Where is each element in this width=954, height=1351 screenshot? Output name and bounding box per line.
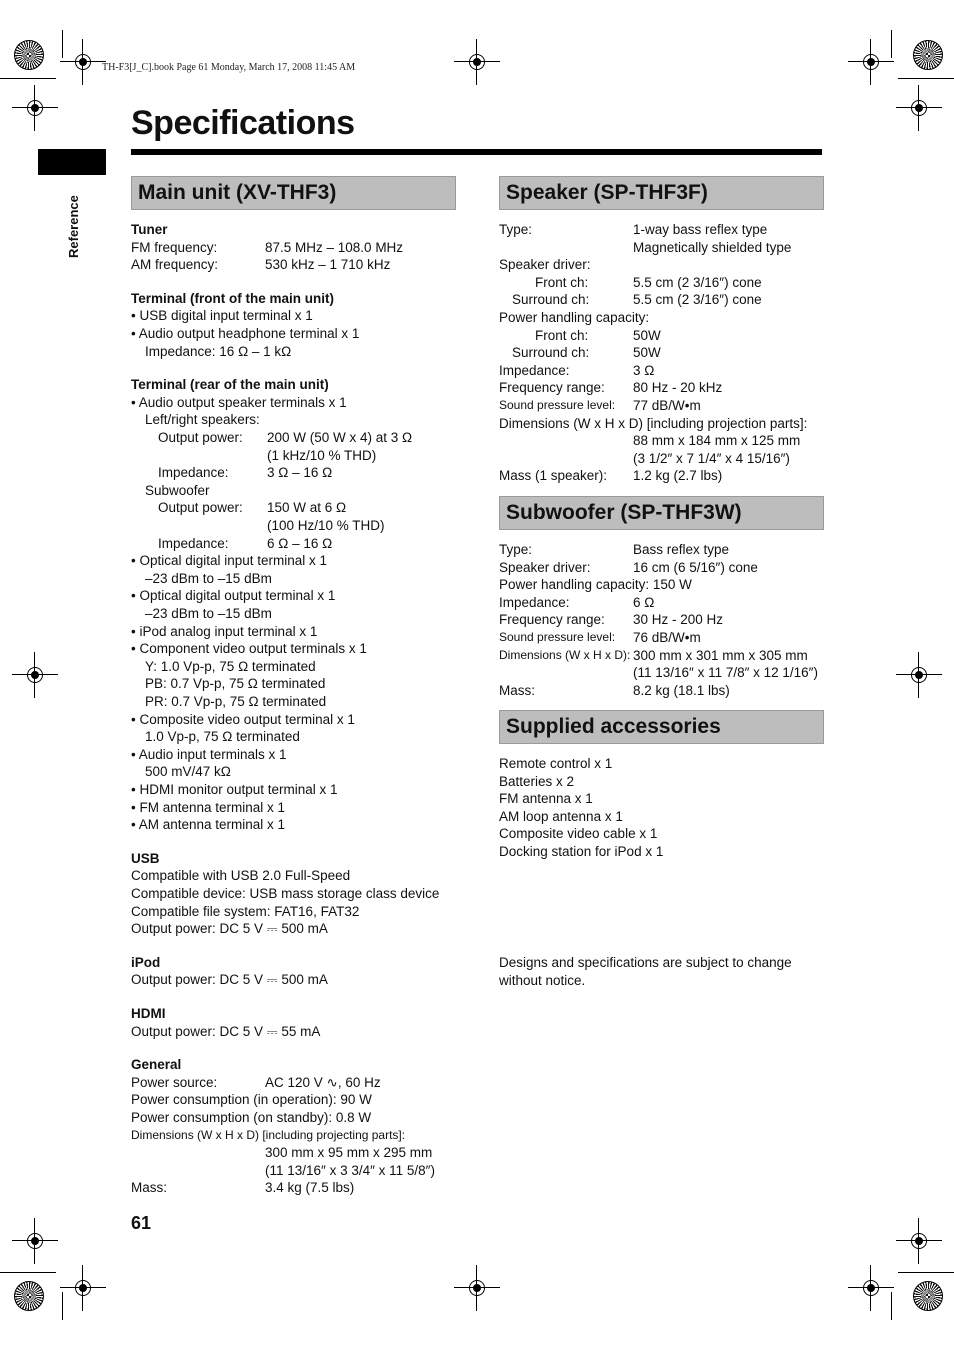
spec-line [131, 746, 461, 764]
crosshair-registration-icon [20, 1226, 50, 1256]
spec-text: Impedance: 16 Ω – 1 kΩ [145, 343, 292, 359]
crosshair-registration-icon [904, 1226, 934, 1256]
spec-text: Dimensions (W x H x D) [including projecting parts]: [131, 1127, 406, 1142]
spec-line [499, 239, 829, 257]
registration-sunburst-icon [913, 1281, 943, 1311]
spec-value: AC 120 V ∿, 60 Hz [265, 1074, 381, 1090]
crosshair-registration-icon [20, 93, 50, 123]
spec-line [131, 411, 461, 429]
spec-value: 80 Hz - 20 kHz [633, 380, 723, 396]
spec-text: 1.0 Vp-p, 75 Ω terminated [145, 729, 300, 745]
spec-line [131, 1056, 461, 1074]
spec-text: • USB digital input terminal x 1 [131, 308, 313, 324]
spec-text: 500 mV/47 kΩ [145, 764, 231, 780]
notice-line: Designs and specifications are subject to change [499, 955, 792, 970]
spec-label: Type: [499, 222, 533, 237]
spec-text: Output power: DC 5 V ⎓ 500 mA [131, 921, 328, 937]
spec-text: PR: 0.7 Vp-p, 75 Ω terminated [145, 694, 327, 709]
spec-value: (11 13/16″ x 11 7/8″ x 12 1/16″) [633, 665, 818, 681]
spec-label: Front ch: [535, 327, 589, 343]
spec-label: Dimensions (W x H x D): [499, 647, 631, 662]
crosshair-registration-icon [68, 1273, 98, 1303]
registration-sunburst-icon [14, 1281, 44, 1311]
spec-line [499, 825, 829, 843]
spec-line [499, 415, 829, 433]
spec-line [131, 920, 461, 938]
spec-line [131, 239, 461, 257]
spec-text: • Component video output terminals x 1 [131, 641, 367, 657]
spec-line [131, 394, 461, 412]
spec-line [131, 623, 461, 641]
spec-value: 50W [633, 327, 661, 343]
spec-line [131, 1005, 461, 1023]
spec-line [499, 309, 829, 327]
spec-text: Power consumption (in operation): 90 W [131, 1092, 372, 1108]
spec-group-heading: USB [131, 850, 160, 866]
spec-label: Sound pressure level: [499, 398, 616, 412]
spec-label: Type: [499, 542, 533, 557]
spec-line [499, 576, 829, 594]
spec-line [499, 327, 829, 345]
spec-value: 50W [633, 345, 661, 361]
spec-label: Mass (1 speaker): [499, 468, 608, 484]
spec-line [131, 867, 461, 885]
spec-value: 3 Ω [633, 362, 655, 378]
spec-line [131, 675, 461, 693]
spec-text: • Optical digital output terminal x 1 [131, 588, 336, 604]
section-heading-subwoofer: Subwoofer (SP-THF3W) [499, 496, 824, 530]
spec-value: 30 Hz - 200 Hz [633, 612, 724, 628]
spec-line [131, 658, 461, 676]
spec-text: • HDMI monitor output terminal x 1 [131, 782, 338, 797]
spec-line [131, 1127, 461, 1145]
spec-line [131, 781, 461, 799]
spec-line [499, 755, 829, 773]
crosshair-registration-icon [68, 47, 98, 77]
page-title: Specifications [131, 104, 355, 142]
spec-text: • iPod analog input terminal x 1 [131, 623, 318, 639]
crosshair-registration-icon [20, 660, 50, 690]
spec-text: –23 dBm to –15 dBm [145, 570, 272, 586]
spec-label: Surround ch: [512, 292, 590, 308]
spec-label: Mass: [131, 1180, 168, 1196]
spec-line [131, 464, 461, 482]
spec-text: Power consumption (on standby): 0.8 W [131, 1110, 372, 1125]
spec-value: 8.2 kg (18.1 lbs) [633, 682, 730, 698]
spec-line [499, 379, 829, 397]
page-number: 61 [131, 1213, 152, 1233]
spec-value: (1 kHz/10 % THD) [267, 447, 377, 463]
spec-value: 1.2 kg (2.7 lbs) [633, 468, 723, 484]
spec-value: 530 kHz – 1 710 kHz [265, 257, 391, 273]
spec-value: 5.5 cm (2 3/16″) cone [633, 274, 762, 290]
spec-text: Compatible file system: FAT16, FAT32 [131, 903, 360, 919]
spec-group-heading: Tuner [131, 222, 168, 237]
spec-value: (100 Hz/10 % THD) [267, 518, 385, 533]
spec-label: Impedance: [158, 535, 229, 551]
spec-line [131, 799, 461, 817]
spec-line [131, 954, 461, 972]
spec-text: • FM antenna terminal x 1 [131, 799, 286, 815]
spec-value: 76 dB/W•m [633, 630, 701, 645]
spec-line [499, 362, 829, 380]
print-header: TH-F3[J_C].book Page 61 Monday, March 17, 2008 11:45 AM [102, 62, 356, 73]
spec-line [499, 594, 829, 612]
spec-value: 300 mm x 301 mm x 305 mm [633, 647, 808, 663]
spec-text: • Audio output speaker terminals x 1 [131, 394, 347, 410]
spec-value: 6 Ω – 16 Ω [267, 535, 333, 551]
spec-text: Power handling capacity: 150 W [499, 577, 692, 593]
spec-label: Front ch: [535, 274, 589, 290]
crosshair-registration-icon [904, 660, 934, 690]
spec-line [131, 570, 461, 588]
spec-line [131, 605, 461, 623]
spec-text: Compatible device: USB mass storage class device [131, 886, 440, 901]
spec-line [131, 1074, 461, 1092]
spec-line [499, 773, 829, 791]
spec-line [499, 256, 829, 274]
spec-value: 88 mm x 184 mm x 125 mm [633, 433, 801, 449]
spec-label: Impedance: [499, 362, 570, 378]
crosshair-registration-icon [904, 93, 934, 123]
section-heading-main-unit: Main unit (XV-THF3) [131, 176, 456, 210]
side-label: Reference [66, 195, 81, 258]
spec-value: Magnetically shielded type [633, 239, 792, 255]
spec-line [131, 587, 461, 605]
spec-line [131, 517, 461, 535]
spec-text: –23 dBm to –15 dBm [145, 606, 272, 621]
spec-label: Power source: [131, 1074, 218, 1090]
spec-text: Output power: DC 5 V ⎓ 55 mA [131, 1023, 321, 1039]
notice-line: without notice. [499, 972, 586, 988]
spec-text: Speaker driver: [499, 257, 591, 273]
spec-text: FM antenna x 1 [499, 791, 593, 807]
spec-value: Bass reflex type [633, 542, 730, 557]
spec-label: Output power: [158, 500, 243, 516]
spec-text: PB: 0.7 Vp-p, 75 Ω terminated [145, 676, 326, 692]
spec-value: 1-way bass reflex type [633, 222, 768, 237]
spec-value: 87.5 MHz – 108.0 MHz [265, 239, 404, 255]
spec-line [131, 728, 461, 746]
spec-line [131, 343, 461, 361]
spec-group-heading: Terminal (rear of the main unit) [131, 377, 329, 393]
spec-line [131, 499, 461, 517]
spec-group-heading: Terminal (front of the main unit) [131, 290, 334, 306]
spec-line [131, 325, 461, 343]
spec-line [131, 256, 461, 274]
spec-text: Y: 1.0 Vp-p, 75 Ω terminated [145, 658, 316, 674]
spec-text: Compatible with USB 2.0 Full-Speed [131, 868, 351, 884]
spec-label: Frequency range: [499, 380, 605, 396]
crosshair-registration-icon [856, 47, 886, 77]
spec-line [131, 763, 461, 781]
spec-line [131, 1162, 461, 1180]
trim-line [898, 1272, 954, 1273]
spec-line [499, 397, 829, 415]
spec-line [499, 664, 829, 682]
spec-text: Remote control x 1 [499, 756, 613, 771]
spec-label: Mass: [499, 682, 536, 698]
spec-line [131, 711, 461, 729]
spec-line [131, 850, 461, 868]
spec-text: • Audio output headphone terminal x 1 [131, 326, 360, 341]
spec-group-heading: General [131, 1057, 182, 1073]
trim-line [62, 30, 63, 58]
spec-line [131, 307, 461, 325]
spec-text: • Audio input terminals x 1 [131, 746, 287, 762]
spec-group-heading: HDMI [131, 1006, 166, 1021]
spec-text: Docking station for iPod x 1 [499, 844, 664, 859]
spec-label: Frequency range: [499, 612, 605, 628]
spec-value: 3.4 kg (7.5 lbs) [265, 1180, 355, 1196]
spec-value: (3 1/2″ x 7 1/4″ x 4 15/16″) [633, 450, 790, 466]
spec-line [499, 221, 829, 239]
spec-label: Output power: [158, 430, 243, 445]
spec-label: Impedance: [158, 465, 229, 481]
spec-line [131, 447, 461, 465]
registration-sunburst-icon [913, 40, 943, 70]
spec-line [131, 376, 461, 394]
crosshair-registration-icon [462, 47, 492, 77]
spec-label: Speaker driver: [499, 559, 591, 575]
spec-group-heading: iPod [131, 954, 161, 970]
trim-line [891, 1292, 892, 1320]
trim-line [0, 78, 56, 79]
spec-line [131, 1144, 461, 1162]
spec-value: 77 dB/W•m [633, 398, 701, 413]
spec-line [131, 693, 461, 711]
spec-value: 5.5 cm (2 3/16″) cone [633, 292, 762, 308]
spec-line [131, 885, 461, 903]
spec-label: Sound pressure level: [499, 630, 616, 644]
spec-label: Surround ch: [512, 345, 590, 361]
spec-line [499, 682, 829, 700]
trim-line [62, 1292, 63, 1320]
spec-text: AM loop antenna x 1 [499, 808, 623, 824]
spec-line [499, 467, 829, 485]
spec-value: 16 cm (6 5/16″) cone [633, 559, 758, 575]
trim-line [898, 78, 954, 79]
spec-text: Left/right speakers: [145, 412, 260, 428]
spec-line [499, 450, 829, 468]
spec-line [131, 552, 461, 570]
spec-line [499, 843, 829, 861]
spec-text: Power handling capacity: [499, 310, 650, 325]
spec-line [131, 903, 461, 921]
spec-line [131, 221, 461, 239]
spec-line [499, 611, 829, 629]
spec-line [131, 482, 461, 500]
spec-label: FM frequency: [131, 239, 218, 255]
spec-line [499, 559, 829, 577]
spec-line [499, 344, 829, 362]
spec-line [499, 432, 829, 450]
spec-line [131, 290, 461, 308]
spec-line [499, 629, 829, 647]
spec-line [131, 1109, 461, 1127]
spec-line [499, 790, 829, 808]
spec-text: • Optical digital input terminal x 1 [131, 553, 328, 569]
spec-line [131, 1023, 461, 1041]
spec-value: 200 W (50 W x 4) at 3 Ω [267, 430, 413, 445]
spec-line [499, 274, 829, 292]
section-heading-speaker: Speaker (SP-THF3F) [499, 176, 824, 210]
spec-text: Dimensions (W x H x D) [including projection parts]: [499, 415, 808, 431]
spec-text: Batteries x 2 [499, 773, 575, 789]
spec-line [131, 816, 461, 834]
spec-line [499, 541, 829, 559]
spec-text: • Composite video output terminal x 1 [131, 711, 355, 727]
spec-value: 3 Ω – 16 Ω [267, 465, 333, 481]
spec-line [499, 647, 829, 665]
registration-sunburst-icon [14, 40, 44, 70]
spec-text: Composite video cable x 1 [499, 826, 658, 842]
spec-value: (11 13/16″ x 3 3/4″ x 11 5/8″) [265, 1162, 435, 1178]
trim-line [0, 1272, 56, 1273]
title-rule [131, 149, 822, 155]
spec-line [131, 971, 461, 989]
spec-line [131, 1091, 461, 1109]
side-tab [38, 149, 106, 175]
spec-line [131, 640, 461, 658]
spec-line [499, 291, 829, 309]
spec-text: • AM antenna terminal x 1 [131, 817, 286, 833]
crosshair-registration-icon [462, 1273, 492, 1303]
spec-value: 6 Ω [633, 594, 655, 610]
notice [499, 954, 792, 989]
spec-text: Subwoofer [145, 482, 210, 498]
spec-line [131, 1179, 461, 1197]
spec-value: 300 mm x 95 mm x 295 mm [265, 1145, 433, 1161]
spec-line [499, 808, 829, 826]
spec-label: Impedance: [499, 594, 570, 610]
crosshair-registration-icon [856, 1273, 886, 1303]
section-heading-accessories: Supplied accessories [499, 710, 824, 744]
spec-label: AM frequency: [131, 257, 219, 273]
spec-text: Output power: DC 5 V ⎓ 500 mA [131, 972, 328, 988]
spec-value: 150 W at 6 Ω [267, 500, 347, 516]
trim-line [891, 30, 892, 58]
spec-line [131, 429, 461, 447]
spec-line [131, 535, 461, 553]
